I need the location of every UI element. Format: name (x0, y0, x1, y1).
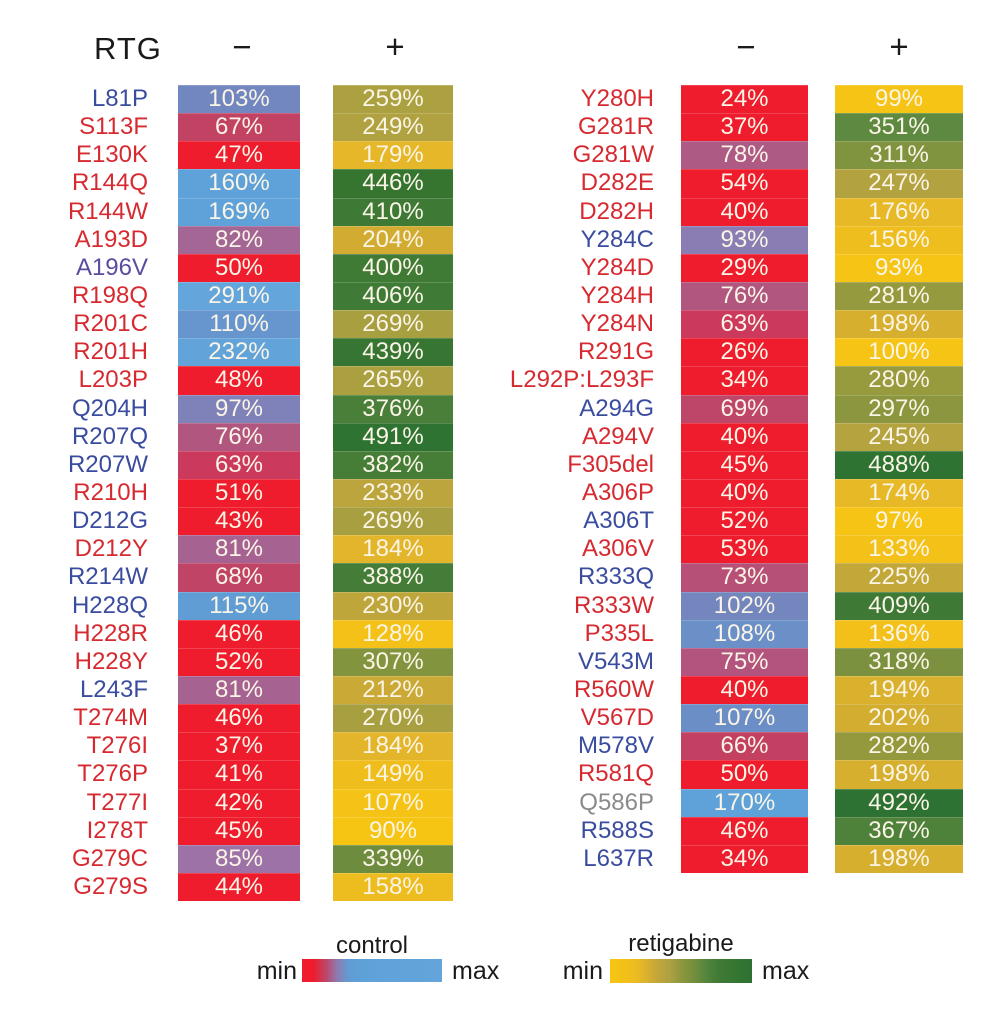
variant-label: R333Q (577, 563, 654, 591)
retigabine-value-cell: 249% (333, 113, 453, 141)
variant-row (0, 704, 453, 732)
retigabine-value-cell: 198% (835, 845, 963, 873)
variant-row (0, 338, 453, 366)
variant-label: R333W (573, 591, 654, 619)
retigabine-value-cell: 488% (835, 451, 963, 479)
retigabine-value-cell: 297% (835, 395, 963, 423)
variant-row (494, 620, 963, 648)
retigabine-value-cell: 376% (333, 395, 453, 423)
control-value-cell: 43% (178, 507, 300, 535)
control-legend-min-label: min (256, 957, 297, 985)
variant-label: H228Q (71, 591, 148, 619)
control-value-cell: 170% (681, 789, 808, 817)
variant-label: A196V (75, 253, 148, 281)
variant-row (0, 169, 453, 197)
control-value-cell: 40% (681, 423, 808, 451)
retigabine-value-cell: 93% (835, 254, 963, 282)
variant-row (0, 789, 453, 817)
variant-label: S113F (79, 113, 148, 141)
variant-row (494, 535, 963, 563)
control-value-cell: 110% (178, 310, 300, 338)
retigabine-legend-min-label: min (562, 957, 603, 985)
variant-row (0, 451, 453, 479)
variant-row (0, 760, 453, 788)
variant-label: A294V (581, 422, 654, 450)
control-value-cell: 45% (178, 817, 300, 845)
control-value-cell: 37% (681, 113, 808, 141)
variant-row (0, 592, 453, 620)
control-value-cell: 40% (681, 676, 808, 704)
variant-row (494, 592, 963, 620)
retigabine-value-cell: 382% (333, 451, 453, 479)
variant-row (494, 760, 963, 788)
retigabine-value-cell: 269% (333, 507, 453, 535)
retigabine-value-cell: 400% (333, 254, 453, 282)
variant-label: R144W (67, 197, 148, 225)
control-value-cell: 42% (178, 789, 300, 817)
retigabine-legend-title: retigabine (628, 930, 734, 957)
retigabine-value-cell: 280% (835, 366, 963, 394)
retigabine-value-cell: 194% (835, 676, 963, 704)
control-value-cell: 93% (681, 226, 808, 254)
variant-row (0, 395, 453, 423)
retigabine-value-cell: 225% (835, 563, 963, 591)
variant-label: Q204H (71, 394, 148, 422)
variant-label: R144Q (71, 169, 148, 197)
variant-label: L292P:L293F (509, 366, 654, 394)
control-value-cell: 63% (178, 451, 300, 479)
variant-row (0, 676, 453, 704)
rtg-header-label: RTG (94, 31, 162, 66)
variant-label: A306V (581, 535, 654, 563)
control-value-cell: 41% (178, 760, 300, 788)
control-value-cell: 78% (681, 141, 808, 169)
retigabine-value-cell: 351% (835, 113, 963, 141)
variant-row (0, 423, 453, 451)
variant-label: D282H (579, 197, 654, 225)
retigabine-value-cell: 282% (835, 732, 963, 760)
variant-row (494, 704, 963, 732)
variant-row (494, 423, 963, 451)
retigabine-value-cell: 446% (333, 169, 453, 197)
retigabine-value-cell: 99% (835, 85, 963, 113)
variant-row (494, 676, 963, 704)
plus-header-left: + (385, 28, 405, 65)
retigabine-value-cell: 184% (333, 732, 453, 760)
control-value-cell: 54% (681, 169, 808, 197)
variant-row (494, 845, 963, 873)
control-value-cell: 232% (178, 338, 300, 366)
variant-row (494, 169, 963, 197)
variant-row (494, 563, 963, 591)
plus-header-right: + (889, 28, 909, 65)
variant-label: G281W (572, 141, 654, 169)
variant-label: P335L (584, 619, 654, 647)
control-value-cell: 160% (178, 169, 300, 197)
variant-row (0, 620, 453, 648)
variant-row (0, 141, 453, 169)
control-colorbar (302, 959, 442, 982)
variant-label: H228R (73, 619, 148, 647)
retigabine-value-cell: 184% (333, 535, 453, 563)
retigabine-value-cell: 339% (333, 845, 453, 873)
variant-row (494, 479, 963, 507)
control-value-cell: 46% (681, 817, 808, 845)
retigabine-value-cell: 233% (333, 479, 453, 507)
variant-row (494, 395, 963, 423)
variant-row (494, 113, 963, 141)
variant-label: D212G (71, 507, 148, 535)
variant-label: Y284N (580, 310, 654, 338)
variant-label: R581Q (577, 760, 654, 788)
variant-label: H228Y (74, 647, 148, 675)
control-value-cell: 34% (681, 845, 808, 873)
retigabine-value-cell: 491% (333, 423, 453, 451)
control-value-cell: 51% (178, 479, 300, 507)
control-value-cell: 40% (681, 479, 808, 507)
variant-row (494, 732, 963, 760)
control-value-cell: 75% (681, 648, 808, 676)
retigabine-value-cell: 136% (835, 620, 963, 648)
variant-label: T277I (86, 788, 148, 816)
variant-label: G279S (73, 873, 148, 900)
control-value-cell: 67% (178, 113, 300, 141)
retigabine-value-cell: 198% (835, 760, 963, 788)
retigabine-value-cell: 204% (333, 226, 453, 254)
variant-label: R201C (73, 310, 148, 338)
control-value-cell: 66% (681, 732, 808, 760)
variant-label: Q586P (579, 788, 654, 816)
control-value-cell: 82% (178, 226, 300, 254)
variant-row (0, 198, 453, 226)
retigabine-value-cell: 245% (835, 423, 963, 451)
retigabine-value-cell: 409% (835, 592, 963, 620)
control-value-cell: 48% (178, 366, 300, 394)
variant-row (0, 845, 453, 873)
control-value-cell: 52% (178, 648, 300, 676)
retigabine-value-cell: 439% (333, 338, 453, 366)
control-value-cell: 26% (681, 338, 808, 366)
retigabine-value-cell: 281% (835, 282, 963, 310)
variant-label: V567D (580, 704, 654, 732)
control-value-cell: 81% (178, 535, 300, 563)
control-value-cell: 73% (681, 563, 808, 591)
retigabine-value-cell: 259% (333, 85, 453, 113)
variant-row (0, 648, 453, 676)
variant-label: L243F (79, 676, 148, 704)
variant-label: A193D (74, 225, 148, 253)
variant-row (0, 535, 453, 563)
control-value-cell: 115% (178, 592, 300, 620)
variant-label: Y284H (580, 282, 654, 310)
variant-label: M578V (577, 732, 654, 760)
variant-row (0, 507, 453, 535)
retigabine-value-cell: 410% (333, 198, 453, 226)
retigabine-value-cell: 406% (333, 282, 453, 310)
retigabine-value-cell: 198% (835, 310, 963, 338)
retigabine-value-cell: 176% (835, 198, 963, 226)
variant-label: A306P (581, 479, 654, 507)
variant-row (0, 366, 453, 394)
control-value-cell: 29% (681, 254, 808, 282)
retigabine-value-cell: 269% (333, 310, 453, 338)
variant-row (0, 226, 453, 254)
variant-row (494, 141, 963, 169)
variant-row (0, 113, 453, 141)
control-legend-title: control (335, 932, 409, 959)
variant-label: Y284C (580, 225, 654, 253)
control-value-cell: 102% (681, 592, 808, 620)
control-value-cell: 47% (178, 141, 300, 169)
variant-label: R214W (67, 563, 148, 591)
control-value-cell: 44% (178, 873, 300, 901)
variant-label: R207Q (71, 422, 148, 450)
retigabine-value-cell: 202% (835, 704, 963, 732)
variant-label: R588S (580, 816, 654, 844)
variant-label: R560W (573, 676, 654, 704)
variant-label: G279C (71, 844, 148, 872)
retigabine-value-cell: 367% (835, 817, 963, 845)
variant-label: A294G (579, 394, 654, 422)
retigabine-value-cell: 128% (333, 620, 453, 648)
variant-row (494, 507, 963, 535)
variant-label: R210H (73, 479, 148, 507)
variant-row (494, 310, 963, 338)
retigabine-value-cell: 388% (333, 563, 453, 591)
control-value-cell: 169% (178, 198, 300, 226)
variant-row (494, 226, 963, 254)
retigabine-value-cell: 149% (333, 760, 453, 788)
control-value-cell: 108% (681, 620, 808, 648)
variant-label: R291G (577, 338, 654, 366)
variant-label: G281R (577, 113, 654, 141)
variant-row (0, 732, 453, 760)
variant-label: V543M (577, 647, 654, 675)
variant-label: R207W (67, 450, 148, 478)
variant-label: T276I (86, 732, 148, 760)
control-value-cell: 85% (178, 845, 300, 873)
variant-row (494, 366, 963, 394)
variant-label: D282E (580, 169, 654, 197)
variant-label: Y284D (580, 253, 654, 281)
variant-row (0, 85, 453, 113)
control-value-cell: 52% (681, 507, 808, 535)
retigabine-value-cell: 318% (835, 648, 963, 676)
retigabine-value-cell: 270% (333, 704, 453, 732)
control-value-cell: 68% (178, 563, 300, 591)
variant-row (0, 817, 453, 845)
variant-label: E130K (75, 141, 148, 169)
control-value-cell: 103% (178, 85, 300, 113)
variant-table-right (494, 85, 963, 873)
variant-label: I278T (86, 816, 148, 844)
variant-row (494, 817, 963, 845)
control-legend-max-label: max (452, 957, 500, 985)
minus-header-left: − (232, 28, 252, 65)
retigabine-value-cell: 311% (835, 141, 963, 169)
minus-header-right: − (736, 28, 756, 65)
control-value-cell: 69% (681, 395, 808, 423)
variant-label: Y280H (580, 85, 654, 113)
variant-row (494, 85, 963, 113)
retigabine-value-cell: 158% (333, 873, 453, 901)
retigabine-value-cell: 97% (835, 507, 963, 535)
variant-row (0, 479, 453, 507)
retigabine-value-cell: 156% (835, 226, 963, 254)
variant-row (0, 254, 453, 282)
variant-table-left (0, 85, 453, 901)
control-value-cell: 37% (178, 732, 300, 760)
retigabine-value-cell: 107% (333, 789, 453, 817)
variant-label: A306T (583, 507, 654, 535)
variant-label: D212Y (74, 535, 148, 563)
variant-label: L637R (583, 844, 654, 872)
variant-row (0, 873, 453, 901)
retigabine-value-cell: 100% (835, 338, 963, 366)
retigabine-value-cell: 179% (333, 141, 453, 169)
variant-row (0, 282, 453, 310)
control-value-cell: 76% (178, 423, 300, 451)
variant-label: T274M (73, 704, 148, 732)
retigabine-value-cell: 230% (333, 592, 453, 620)
control-value-cell: 107% (681, 704, 808, 732)
retigabine-value-cell: 212% (333, 676, 453, 704)
variant-row (494, 338, 963, 366)
control-value-cell: 81% (178, 676, 300, 704)
control-value-cell: 45% (681, 451, 808, 479)
control-value-cell: 24% (681, 85, 808, 113)
variant-row (0, 310, 453, 338)
control-value-cell: 50% (681, 760, 808, 788)
control-value-cell: 53% (681, 535, 808, 563)
variant-label: F305del (567, 450, 654, 478)
control-value-cell: 97% (178, 395, 300, 423)
retigabine-value-cell: 265% (333, 366, 453, 394)
retigabine-value-cell: 174% (835, 479, 963, 507)
retigabine-value-cell: 247% (835, 169, 963, 197)
retigabine-value-cell: 492% (835, 789, 963, 817)
variant-row (494, 648, 963, 676)
control-value-cell: 34% (681, 366, 808, 394)
variant-label: T276P (77, 760, 148, 788)
retigabine-legend-max-label: max (762, 957, 810, 985)
retigabine-value-cell: 307% (333, 648, 453, 676)
variant-row (494, 451, 963, 479)
variant-label: L203P (78, 366, 148, 394)
variant-row (494, 789, 963, 817)
control-value-cell: 291% (178, 282, 300, 310)
variant-label: R201H (73, 338, 148, 366)
retigabine-colorbar (610, 959, 752, 983)
control-value-cell: 46% (178, 704, 300, 732)
control-value-cell: 76% (681, 282, 808, 310)
control-value-cell: 63% (681, 310, 808, 338)
retigabine-value-cell: 133% (835, 535, 963, 563)
control-value-cell: 50% (178, 254, 300, 282)
variant-row (494, 282, 963, 310)
retigabine-value-cell: 90% (333, 817, 453, 845)
variant-row (0, 563, 453, 591)
variant-row (494, 254, 963, 282)
variant-label: R198Q (71, 282, 148, 310)
variant-label: L81P (91, 85, 148, 113)
variant-row (494, 198, 963, 226)
control-value-cell: 46% (178, 620, 300, 648)
control-value-cell: 40% (681, 198, 808, 226)
